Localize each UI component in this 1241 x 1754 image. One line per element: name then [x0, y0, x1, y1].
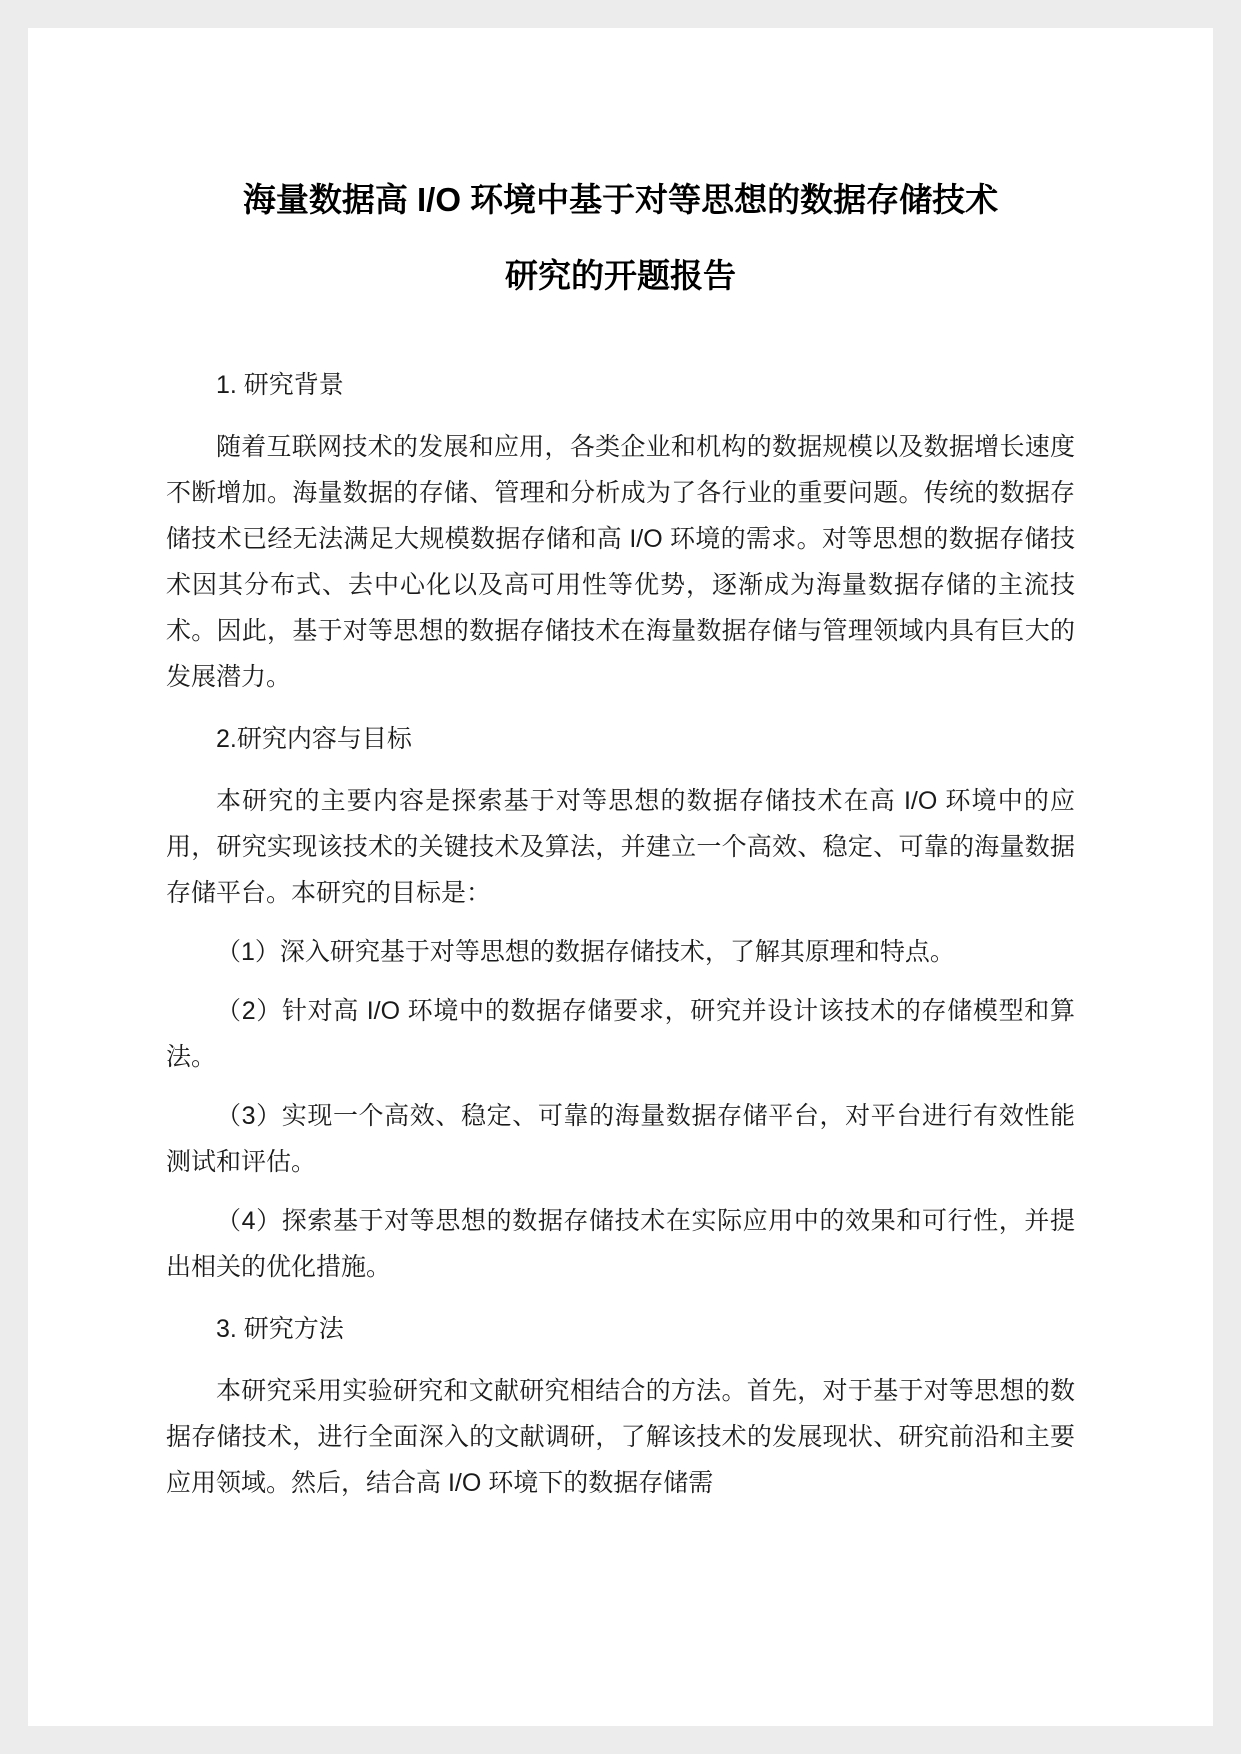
section-heading-research-methods: 3. 研究方法	[216, 1315, 344, 1343]
document-title-line-2: 研究的开题报告	[505, 257, 736, 294]
document-page	[28, 28, 1213, 1726]
paragraph-content-and-goals-intro: 本研究的主要内容是探索基于对等思想的数据存储技术在高 I/O 环境中的应用，研究实现该技术的关键技术及算法，并建立一个高效、稳定、可靠的海量数据存储平台。本研究的目标是：	[166, 787, 1075, 907]
paragraph-goal-1: （1）深入研究基于对等思想的数据存储技术，了解其原理和特点。	[216, 938, 955, 966]
paragraph-goal-2: （2）针对高 I/O 环境中的数据存储要求，研究并设计该技术的存储模型和算法。	[166, 997, 1075, 1071]
paragraph-research-methods: 本研究采用实验研究和文献研究相结合的方法。首先，对于基于对等思想的数据存储技术，进行全面深入的文献调研，了解该技术的发展现状、研究前沿和主要应用领域。然后，结合高 I/O 环境下的数据存储需	[166, 1377, 1075, 1497]
section-heading-content-and-goals: 2.研究内容与目标	[216, 725, 412, 753]
paragraph-research-background: 随着互联网技术的发展和应用，各类企业和机构的数据规模以及数据增长速度不断增加。海量数据的存储、管理和分析成为了各行业的重要问题。传统的数据存储技术已经无法满足大规模数据存储和高 I/O 环境的需求。对等思想的数据存储技术因其分布式、去中心化以及高可用性等优势，逐渐成为海量数据存储的主流技术。因此，基于对等思想的数据存储技术在海量数据存储与管理领域内具有巨大的发展潜力。	[166, 433, 1075, 691]
paragraph-goal-4: （4）探索基于对等思想的数据存储技术在实际应用中的效果和可行性，并提出相关的优化措施。	[166, 1207, 1075, 1281]
document-title-line-1: 海量数据高 I/O 环境中基于对等思想的数据存储技术	[242, 181, 999, 218]
section-heading-research-background: 1. 研究背景	[216, 371, 344, 399]
paragraph-goal-3: （3）实现一个高效、稳定、可靠的海量数据存储平台，对平台进行有效性能测试和评估。	[166, 1102, 1075, 1176]
document-title	[166, 162, 1075, 314]
document-body	[166, 362, 1075, 1506]
